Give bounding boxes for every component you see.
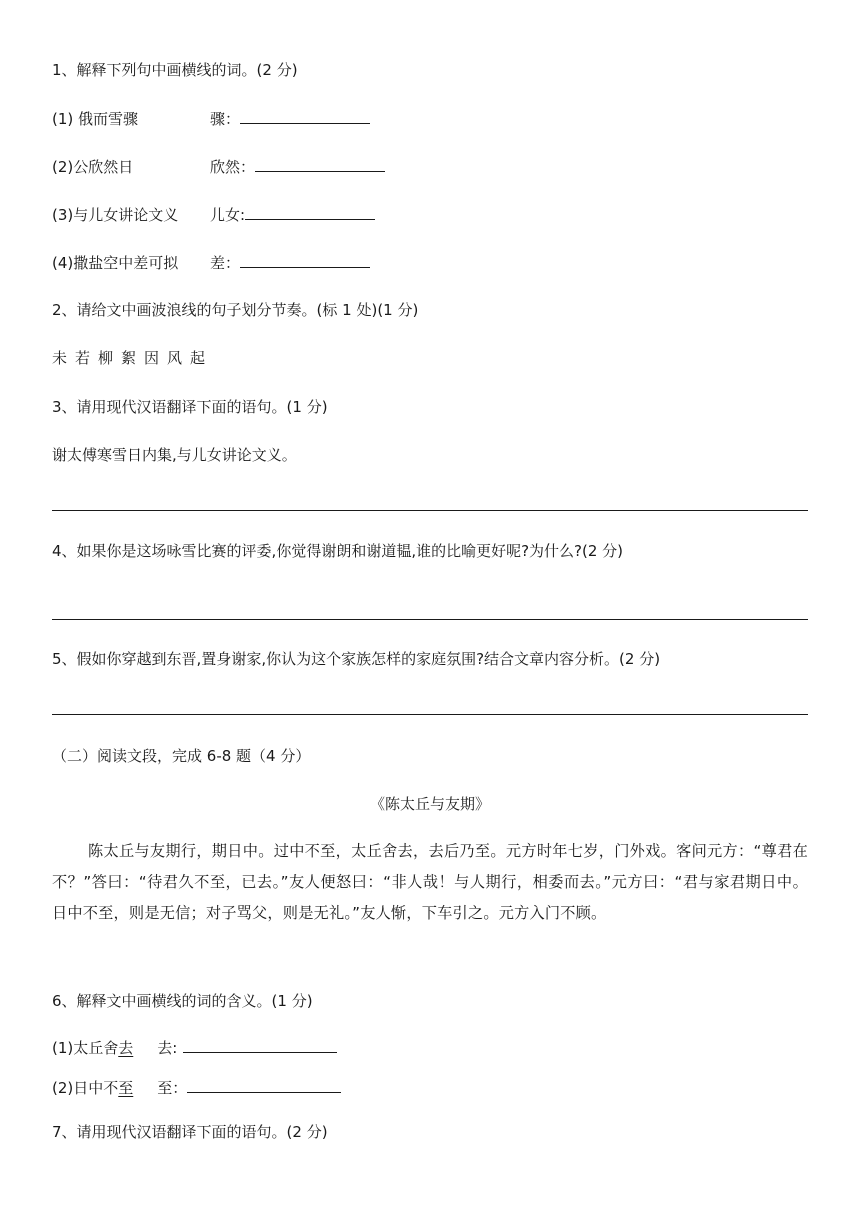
q6-item-2-answer-blank[interactable] [187, 1076, 341, 1093]
q1-prompt: 1、解释下列句中画横线的词。(2 分) [52, 61, 298, 79]
q1-item-1-word: 骤： [210, 110, 241, 128]
q5-answer-line[interactable] [52, 714, 808, 715]
q6-item-1 [52, 1036, 337, 1059]
q1-item-4 [52, 251, 370, 274]
q6-item-2-sentence: (2)日中不 [52, 1079, 119, 1097]
q1-item-1-sentence: (1) 俄而雪骤 [52, 110, 139, 128]
q3-answer-line[interactable] [52, 510, 808, 511]
q1-item-2-answer-blank[interactable] [255, 155, 385, 172]
q2-sentence: 未若柳絮因风起 [52, 349, 214, 367]
q4-answer-line[interactable] [52, 619, 808, 620]
q6-item-1-word: 去: [157, 1039, 178, 1057]
q5-prompt: 5、假如你穿越到东晋,置身谢家,你认为这个家族怎样的家庭氛围?结合文章内容分析。(2 分) [52, 650, 661, 668]
q6-item-1-sentence: (1)太丘舍 [52, 1039, 119, 1057]
q6-prompt: 6、解释文中画横线的词的含义。(1 分) [52, 992, 313, 1010]
q6-item-1-answer-blank[interactable] [183, 1036, 337, 1053]
q1-item-3-answer-blank[interactable] [245, 203, 375, 220]
q2-prompt: 2、请给文中画波浪线的句子划分节奏。(标 1 处)(1 分) [52, 301, 419, 319]
q1-item-4-answer-blank[interactable] [240, 251, 370, 268]
q7-prompt: 7、请用现代汉语翻译下面的语句。(2 分) [52, 1123, 328, 1141]
q4-prompt: 4、如果你是这场咏雪比赛的评委,你觉得谢朗和谢道韫,谁的比喻更好呢?为什么?(2 分) [52, 542, 624, 560]
q1-item-3 [52, 203, 375, 226]
q6-item-2-underlined-word: 至 [118, 1079, 134, 1097]
passage-text: 陈太丘与友期行，期日中。过中不至，太丘舍去，去后乃至。元方时年七岁，门外戏。客问元方：“尊君在不？”答曰：“待君久不至，已去。”友人便怒曰：“非人哉！与人期行，相委而去。”元方曰：“君与家君期日中。日中不至，则是无信；对子骂父，则是无礼。”友人惭，下车引之。元方入门不顾。 [52, 842, 808, 922]
q6-item-2 [52, 1076, 341, 1099]
passage-title: 《陈太丘与友期》 [369, 795, 490, 813]
q6-item-1-underlined-word: 去 [118, 1039, 134, 1057]
q6-item-2-word: 至： [157, 1079, 188, 1097]
q1-item-3-word: 儿女: [210, 206, 246, 224]
q1-item-2-word: 欣然： [210, 158, 256, 176]
q1-item-3-sentence: (3)与儿女讲论文义 [52, 206, 179, 224]
q1-item-2-sentence: (2)公欣然日 [52, 158, 134, 176]
q1-item-1 [52, 107, 370, 130]
q3-sentence: 谢太傅寒雪日内集,与儿女讲论文义。 [52, 446, 297, 464]
q1-item-1-answer-blank[interactable] [240, 107, 370, 124]
q3-prompt: 3、请用现代汉语翻译下面的语句。(1 分) [52, 398, 328, 416]
section2-heading: （二）阅读文段，完成 6-8 题（4 分） [52, 747, 311, 765]
q1-item-4-sentence: (4)撒盐空中差可拟 [52, 254, 179, 272]
q1-item-2 [52, 155, 385, 178]
q1-item-4-word: 差： [210, 254, 241, 272]
